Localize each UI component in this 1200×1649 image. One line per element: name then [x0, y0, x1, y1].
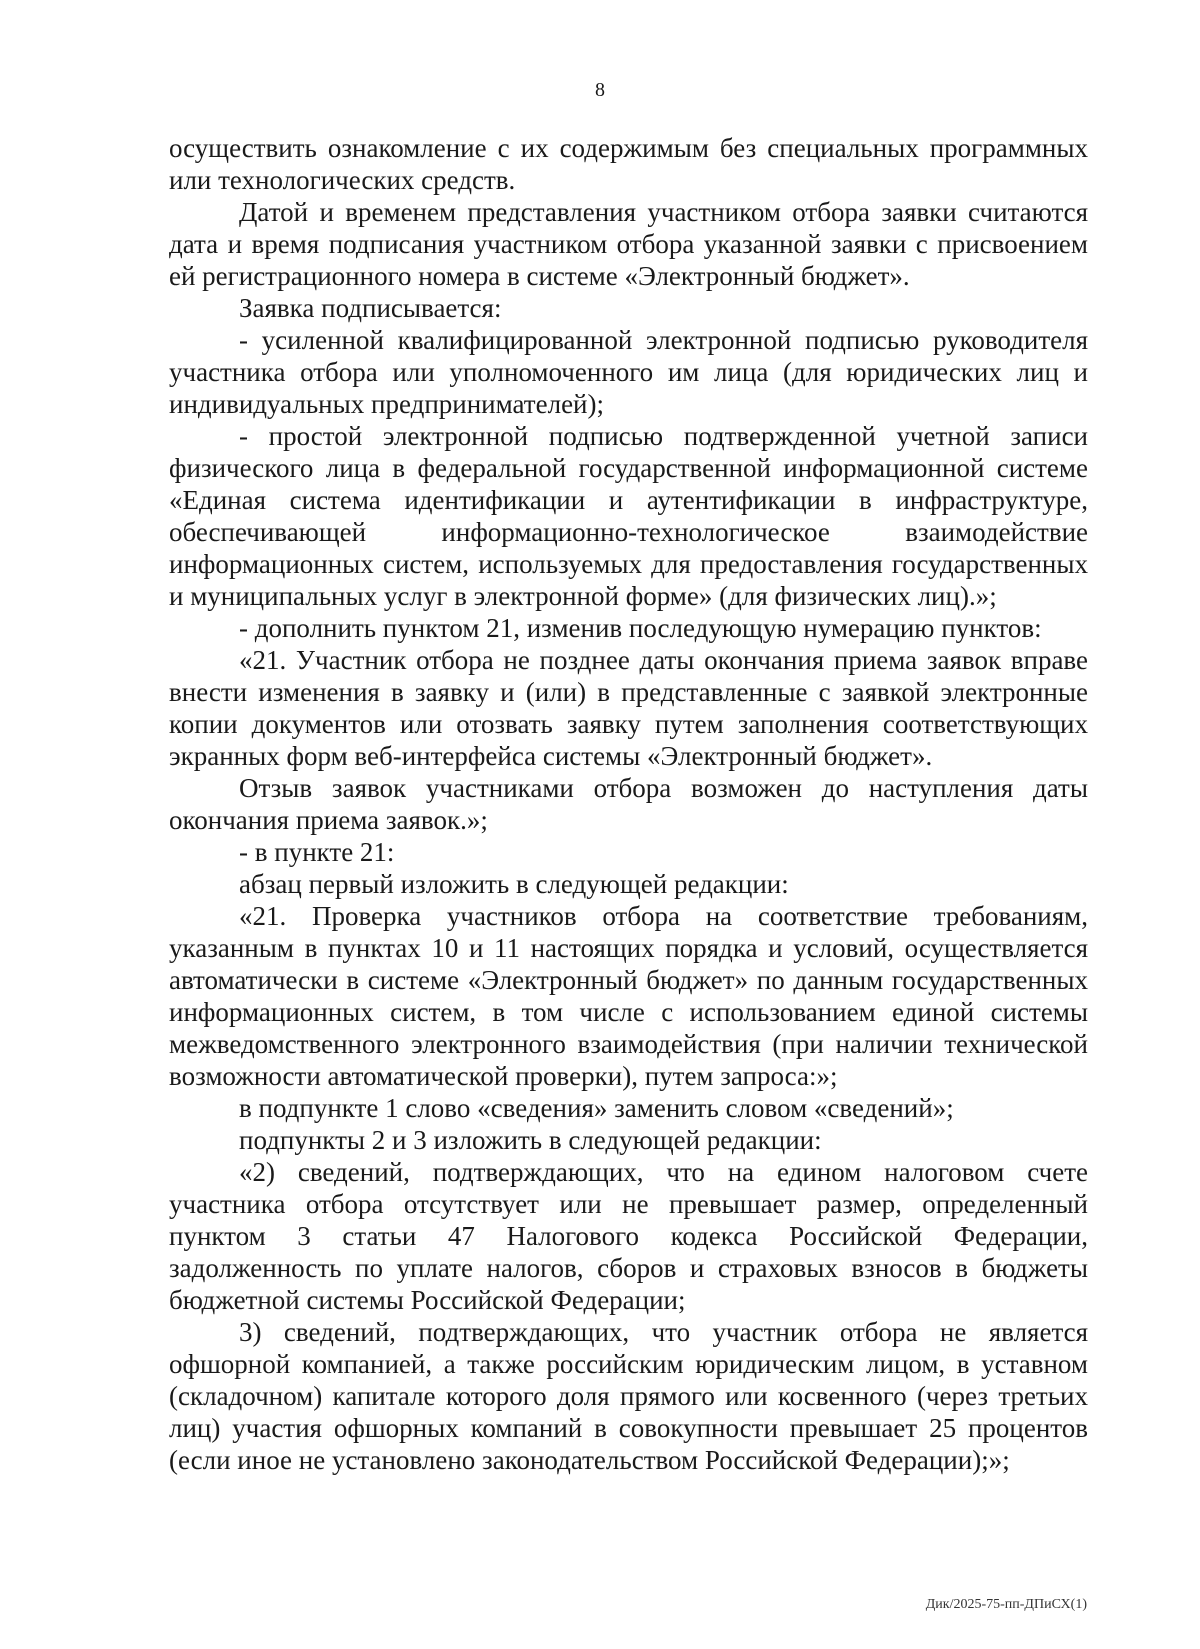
paragraph: - простой электронной подписью подтвержденной учетной записи физического лица в федеральной государственной информационной системе «Единая система идентификации и аутентификации в инфраструктуре, обеспечивающей информационно-технологическое взаимодействие информационных систем, используемых для предоставления государственных и муниципальных услуг в электронной форме» (для физических лиц).»; — [169, 421, 1088, 611]
paragraph: Датой и временем представления участником отбора заявки считаются дата и время подписания участником отбора указанной заявки с присвоением ей регистрационного номера в системе «Электронный бюджет». — [169, 197, 1088, 291]
paragraph: осуществить ознакомление с их содержимым без специальных программных или технологических средств. — [169, 133, 1088, 195]
paragraph: «2) сведений, подтверждающих, что на едином налоговом счете участника отбора отсутствует или не превышает размер, определенный пунктом 3 статьи 47 Налогового кодекса Российской Федерации, задолженность по уплате налогов, сборов и страховых взносов в бюджеты бюджетной системы Российской Федерации; — [169, 1157, 1088, 1315]
paragraph: 3) сведений, подтверждающих, что участник отбора не является офшорной компанией, а также российским юридическим лицом, в уставном (складочном) капитале которого доля прямого или косвенного (через третьих лиц) участия офшорных компаний в совокупности превышает 25 процентов (если иное не установлено законодательством Российской Федерации);»; — [169, 1317, 1088, 1475]
document-body — [169, 132, 1088, 1476]
paragraph: «21. Проверка участников отбора на соответствие требованиям, указанным в пунктах 10 и 11 настоящих порядка и условий, осуществляется автоматически в системе «Электронный бюджет» по данным государственных информационных систем, в том числе с использованием единой системы межведомственного электронного взаимодействия (при наличии технической возможности автоматической проверки), путем запроса:»; — [169, 901, 1088, 1091]
paragraph: Отзыв заявок участниками отбора возможен до наступления даты окончания приема заявок.»; — [169, 773, 1088, 835]
paragraph: абзац первый изложить в следующей редакции: — [239, 869, 789, 899]
page-number: 8 — [595, 79, 605, 101]
paragraph: Заявка подписывается: — [239, 293, 502, 323]
paragraph: - дополнить пунктом 21, изменив последующую нумерацию пунктов: — [239, 613, 1042, 643]
paragraph: - усиленной квалифицированной электронной подписью руководителя участника отбора или уполномоченного им лица (для юридических лиц и индивидуальных предпринимателей); — [169, 325, 1088, 419]
paragraph: - в пункте 21: — [239, 837, 395, 867]
paragraph: подпункты 2 и 3 изложить в следующей редакции: — [239, 1125, 822, 1155]
paragraph: «21. Участник отбора не позднее даты окончания приема заявок вправе внести изменения в заявку и (или) в представленные с заявкой электронные копии документов или отозвать заявку путем заполнения соответствующих экранных форм веб-интерфейса системы «Электронный бюджет». — [169, 645, 1088, 771]
paragraph: в подпункте 1 слово «сведения» заменить словом «сведений»; — [239, 1093, 954, 1123]
document-code: Дик/2025-75-пп-ДПиСХ(1) — [925, 1597, 1087, 1612]
